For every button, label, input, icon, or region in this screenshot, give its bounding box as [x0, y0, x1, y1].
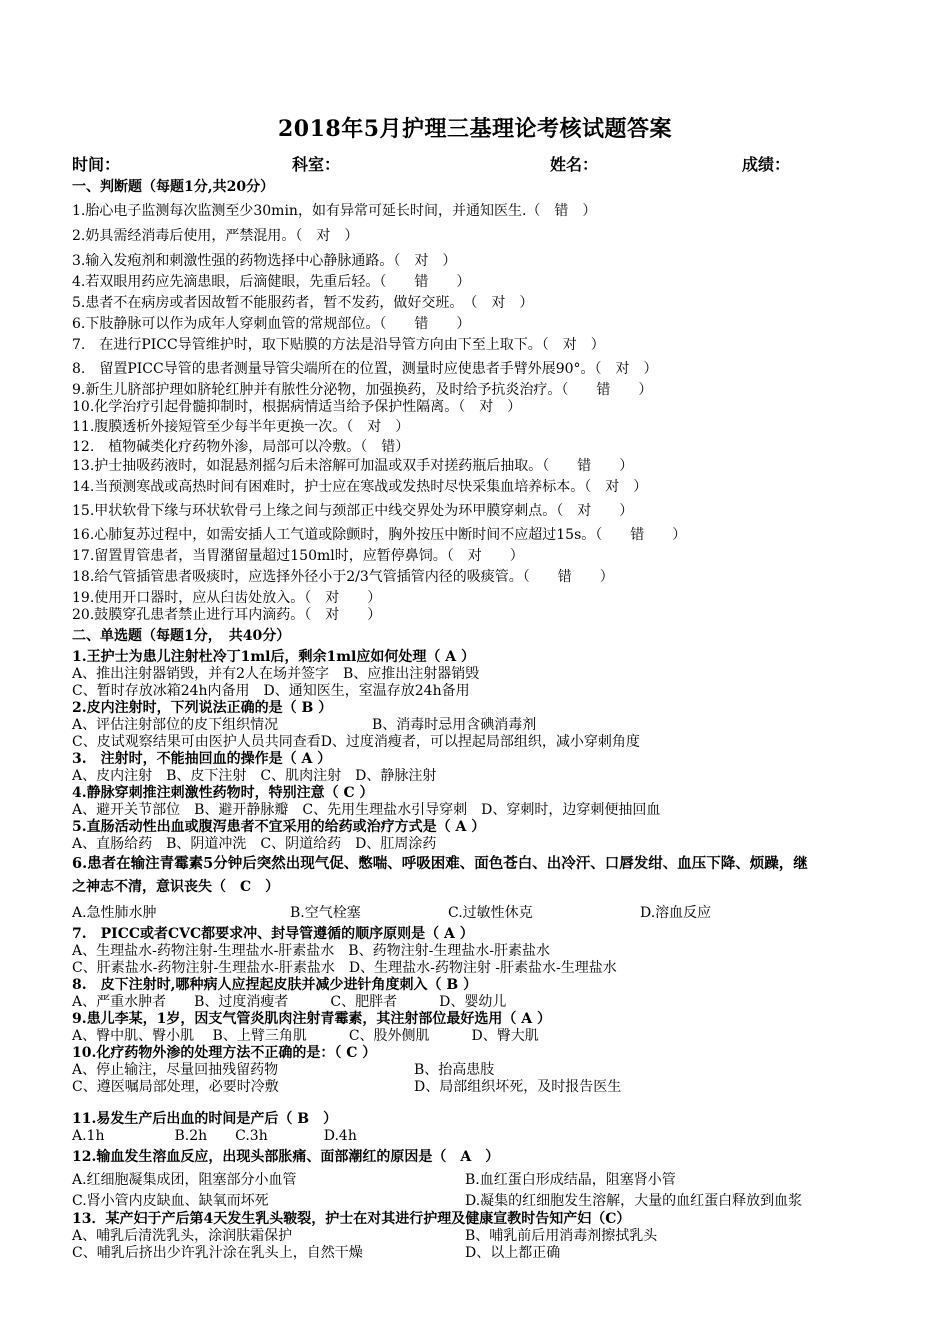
question-options: A、避开关节部位 B、避开静脉瓣 C、先用生理盐水引导穿刺 D、穿刺时，边穿刺便抽回血	[72, 802, 661, 818]
question-stem: 3. 注射时，不能抽回血的操作是（ A ）	[72, 751, 332, 767]
question-option: C、哺乳后挤出少许乳汁涂在乳头上，自然干燥	[72, 1245, 363, 1261]
judge-item: 19.使用开口器时，应从臼齿处放入。（ 对 ）	[72, 590, 382, 606]
question-stem: 10.化疗药物外渗的处理方法不正确的是：（ C ）	[72, 1045, 377, 1061]
question-option: D、以上都正确	[465, 1245, 561, 1261]
judge-item: 7. 在进行PICC导管维护时，取下贴膜的方法是沿导管方向由下至上取下。（ 对 ）	[72, 337, 605, 353]
section-judge-heading: 一、判断题（每题1分,共20分）	[72, 179, 275, 195]
question-option: B、消毒时忌用含碘消毒剂	[372, 717, 537, 733]
question-options: A、生理盐水-药物注射-生理盐水-肝素盐水 B、药物注射-生理盐水-肝素盐水	[72, 943, 551, 959]
time-label: 时间：	[72, 155, 121, 174]
question-option: D.凝集的红细胞发生溶解，大量的血红蛋白释放到血浆	[465, 1193, 803, 1209]
question-options: A、皮内注射 B、皮下注射 C、肌肉注射 D、静脉注射	[72, 768, 437, 784]
judge-item: 9.新生儿脐部护理如脐轮红肿并有脓性分泌物，加强换药，及时给予抗炎治疗。（ 错 ）	[72, 382, 653, 398]
judge-item: 16.心肺复苏过程中，如需安插人工气道或除颤时，胸外按压中断时间不应超过15s。（ 错 ）	[72, 527, 687, 543]
question-options: A、臀中肌、臀小肌 B、上臂三角肌 C、股外侧肌 D、臀大肌	[72, 1028, 539, 1044]
judge-item: 2.奶具需经消毒后使用，严禁混用。（ 对 ）	[72, 228, 359, 244]
question-option: B.空气栓塞	[290, 905, 361, 921]
question-stem: 11.易发生产后出血的时间是产后（ B ）	[72, 1111, 338, 1127]
question-option: A.急性肺水肿	[72, 905, 157, 921]
question-option: B.血红蛋白形成结晶，阻塞肾小管	[465, 1172, 676, 1188]
section-choice-heading: 二、单选题（每题1分， 共40分）	[72, 628, 291, 644]
question-stem: 7. PICC或者CVC都要求冲、封导管遵循的顺序原则是（ A ）	[72, 926, 474, 942]
dept-label: 科室：	[292, 155, 341, 174]
judge-item: 6.下肢静脉可以作为成年人穿刺血管的常规部位。（ 错 ）	[72, 316, 471, 332]
judge-item: 13.护士抽吸药液时，如混悬剂摇匀后未溶解可加温或双手对搓药瓶后抽取。（ 错 ）	[72, 458, 634, 474]
judge-item: 15.甲状软骨下缘与环状软骨弓上缘之间与颈部正中线交界处为环甲膜穿刺点。（ 对 ）	[72, 503, 634, 519]
question-option: B、抬高患肢	[414, 1062, 495, 1078]
question-options: A、严重水肿者 B、过度消瘦者 C、肥胖者 D、婴幼儿	[72, 994, 507, 1010]
question-options: A、推出注射器销毁，并有2人在场并签字 B、应推出注射器销毁	[72, 666, 480, 682]
judge-item: 18.给气管插管患者吸痰时，应选择外径小于2/3气管插管内径的吸痰管。（ 错 ）	[72, 569, 614, 585]
question-stem-continued: 之神志不清，意识丧失（ C ）	[72, 879, 280, 895]
question-stem: 2.皮内注射时，下列说法正确的是（ B ）	[72, 700, 333, 716]
question-options: C、肝素盐水-药物注射-生理盐水-肝素盐水 D、生理盐水-药物注射 -肝素盐水-生理盐水	[72, 960, 617, 976]
judge-item: 3.输入发疱剂和刺激性强的药物选择中心静脉通路。（ 对 ）	[72, 253, 457, 269]
question-options: C、暂时存放冰箱24h内备用 D、通知医生，室温存放24h备用	[72, 683, 470, 699]
question-stem: 1.王护士为患儿注射杜冷丁1ml后，剩余1ml应如何处理（ A ）	[72, 649, 475, 665]
question-options: A、直肠给药 B、阴道冲洗 C、阴道给药 D、肛周涂药	[72, 836, 437, 852]
judge-item: 17.留置胃管患者，当胃潴留量超过150ml时，应暂停鼻饲。（ 对 ）	[72, 548, 524, 564]
judge-item: 5.患者不在病房或者因故暂不能服药者，暂不发药，做好交班。 （ 对 ）	[72, 295, 534, 311]
judge-item: 12. 植物碱类化疗药物外渗，局部可以冷敷。（ 错）	[72, 439, 410, 455]
question-stem: 8. 皮下注射时,哪种病人应捏起皮肤并减少进针角度刺入（ B ）	[72, 977, 478, 993]
question-option: A、停止输注，尽量回抽残留药物	[72, 1062, 279, 1078]
question-stem: 13．某产妇于产后第4天发生乳头皲裂，护士在对其进行护理及健康宣教时告知产妇（C）	[72, 1211, 631, 1227]
question-options: A.1h B.2h C.3h D.4h	[72, 1128, 357, 1144]
page-title: 2018年5月护理三基理论考核试题答案	[277, 116, 673, 142]
question-stem: 12.输血发生溶血反应，出现头部胀痛、面部潮红的原因是（ A ）	[72, 1149, 500, 1165]
question-stem: 4.静脉穿刺推注刺激性药物时，特别注意（ C ）	[72, 785, 374, 801]
judge-item: 1.胎心电子监测每次监测至少30min，如有异常可延长时间，并通知医生.（ 错 ）	[72, 203, 597, 219]
question-stem: 9.患儿李某，1岁，因支气管炎肌肉注射青霉素，其注射部位最好选用（ A ）	[72, 1011, 551, 1027]
judge-item: 8. 留置PICC导管的患者测量导管尖端所在的位置，测量时应使患者手臂外展90°。（ 对 ）	[72, 361, 658, 377]
question-option: C.肾小管内皮缺血、缺氧而坏死	[72, 1193, 269, 1209]
question-option: A、评估注射部位的皮下组织情况	[72, 717, 279, 733]
question-option: C.过敏性休克	[448, 905, 533, 921]
name-label: 姓名：	[550, 155, 599, 174]
score-label: 成绩：	[742, 155, 791, 174]
judge-item: 11.腹膜透析外接短管至少每半年更换一次。（ 对 ）	[72, 419, 410, 435]
question-options: C、皮试观察结果可由医护人员共同查看D、过度消瘦者，可以捏起局部组织，减小穿刺角度	[72, 734, 640, 750]
question-option: D.溶血反应	[640, 905, 712, 921]
judge-item: 14.当预测寒战或高热时间有困难时，护士应在寒战或发热时尽快采集血培养标本。（ 对 ）	[72, 479, 648, 495]
judge-item: 10.化学治疗引起骨髓抑制时，根据病情适当给予保护性隔离。（ 对 ）	[72, 399, 522, 415]
question-stem: 5.直肠活动性出血或腹泻患者不宜采用的给药或治疗方式是（ A ）	[72, 819, 486, 835]
question-option: A.红细胞凝集成团，阻塞部分小血管	[72, 1172, 297, 1188]
judge-item: 20.鼓膜穿孔患者禁止进行耳内滴药。（ 对 ）	[72, 607, 382, 623]
question-option: D、局部组织坏死，及时报告医生	[414, 1079, 622, 1095]
question-option: A、哺乳后清洗乳头，涂润肤霜保护	[72, 1228, 293, 1244]
question-option: B、哺乳前后用消毒剂擦拭乳头	[465, 1228, 658, 1244]
judge-item: 4.若双眼用药应先滴患眼，后滴健眼，先重后轻。（ 错 ）	[72, 274, 471, 290]
question-stem: 6.患者在输注青霉素5分钟后突然出现气促、憋喘、呼吸困难、面色苍白、出冷汗、口唇发绀、血压下降、烦躁，继	[72, 855, 808, 872]
question-option: C、遵医嘱局部处理，必要时冷敷	[72, 1079, 279, 1095]
